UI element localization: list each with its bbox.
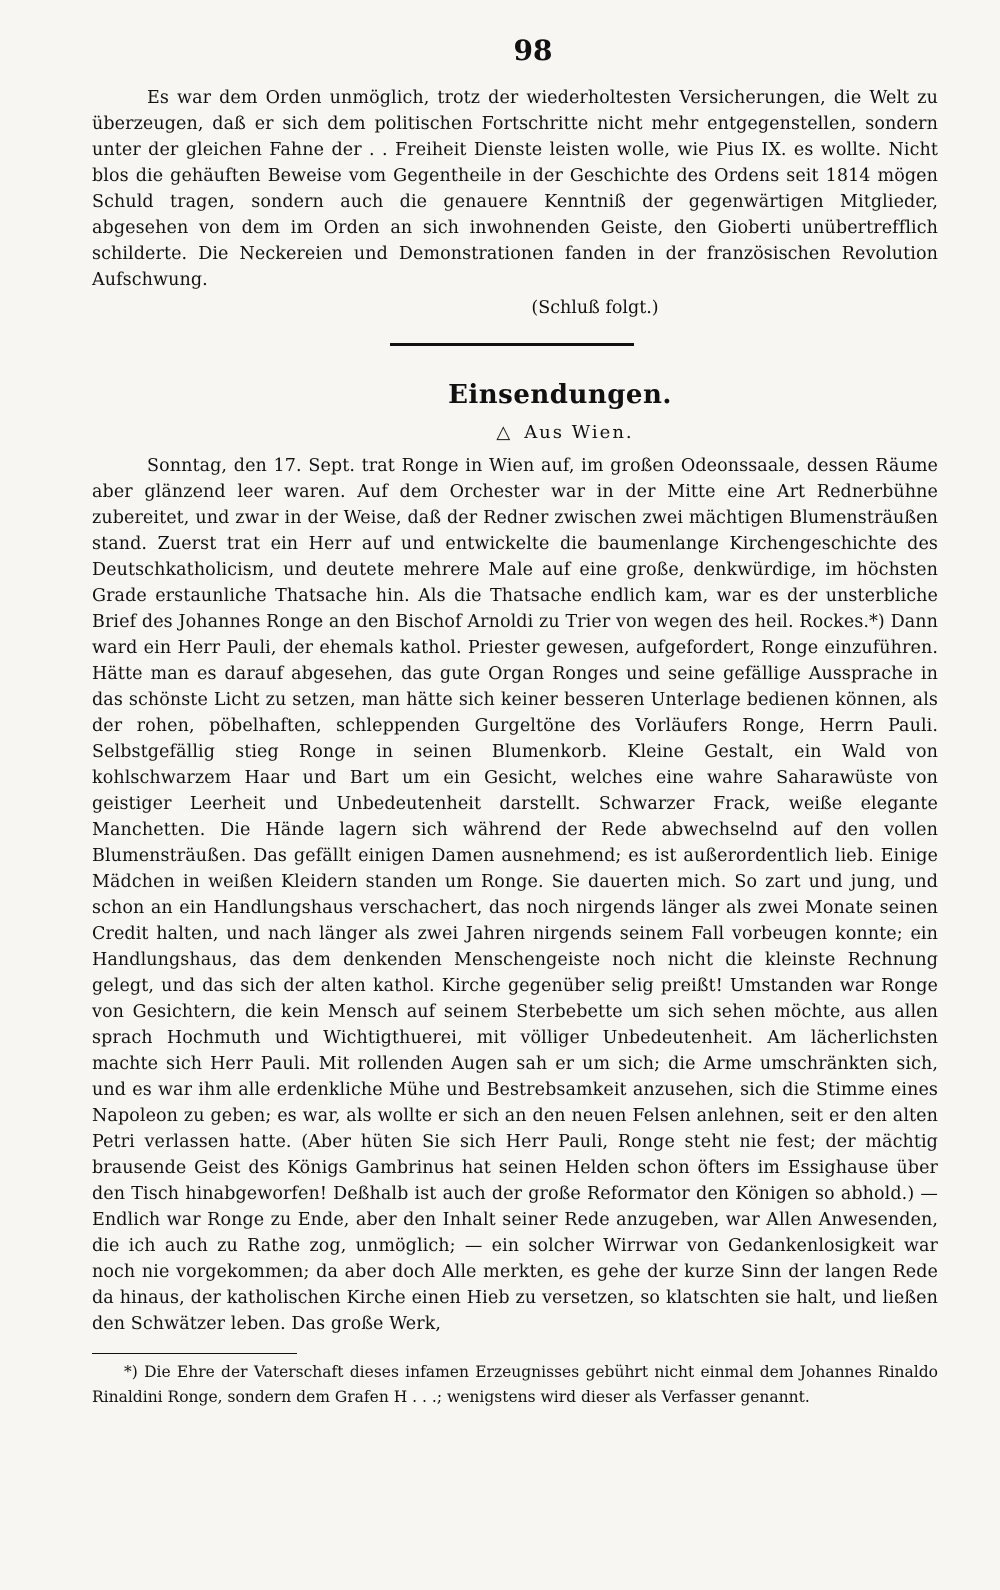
section-subheading <box>92 422 938 443</box>
subheading-text: Aus Wien. <box>524 422 634 443</box>
section-heading: Einsendungen. <box>448 380 672 410</box>
footnote: *) Die Ehre der Vaterschaft dieses infamen Erzeugnisses gebührt nicht einmal dem Johannes Rinaldo Rinaldini Ronge, sondern dem Grafen H . . .; wenigstens wird dieser als Verfasser genannt. <box>92 1363 938 1406</box>
triangle-icon: △ <box>496 422 511 443</box>
footnote-rule <box>92 1353 297 1354</box>
continuation-paragraph: Es war dem Orden unmöglich, trotz der wiederholtesten Versicherungen, die Welt zu überzeugen, daß er sich dem politischen Fortschritte nicht mehr entgegenstellen, sondern unter der gleichen Fahne der . . Freiheit Dienste leisten wolle, wie Pius IX. es wollte. Nicht blos die gehäuften Beweise vom Gegentheile in der Geschichte des Ordens seit 1814 mögen Schuld tragen, sondern auch die genauere Kenntniß der gegenwärtigen Mitglieder, abgesehen von dem im Orden an sich inwohnenden Geiste, den Gioberti unübertrefflich schilderte. Die Neckereien und Demonstrationen fanden in der französischen Revolution Aufschwung. <box>92 88 938 290</box>
article-body: Sonntag, den 17. Sept. trat Ronge in Wien auf, im großen Odeonssaale, dessen Räume aber glänzend leer waren. Auf dem Orchester war in der Mitte eine Art Rednerbühne zubereitet, und zwar in der Weise, daß der Redner zwischen zwei mächtigen Blumensträußen stand. Zuerst trat ein Herr auf und entwickelte die baumenlange Kirchengeschichte des Deutschkatholicism, und deutete mehrere Male auf eine große, denkwürdige, im höchsten Grade erstaunliche Thatsache hin. Als die Thatsache endlich kam, war es der unsterbliche Brief des Johannes Ronge an den Bischof Arnoldi zu Trier von wegen des heil. Rockes.*) Dann ward ein Herr Pauli, der ehemals kathol. Priester gewesen, aufgefordert, Ronge einzuführen. Hätte man es darauf abgesehen, das gute Organ Ronges und seine gefällige Aussprache in das schönste Licht zu setzen, man hätte sich keiner besseren Unterlage bedienen können, als der rohen, pöbelhaften, schleppenden Gurgeltöne des Vorläufers Ronge, Herrn Pauli. Selbstgefällig stieg Ronge in seinen Blumenkorb. Kleine Gestalt, ein Wald von kohlschwarzem Haar und Bart um ein Gesicht, welches eine wahre Saharawüste von geistiger Leerheit und Unbedeutenheit darstellt. Schwarzer Frack, weiße elegante Manchetten. Die Hände lagern sich während der Rede abwechselnd auf den vollen Blumensträußen. Das gefällt einigen Damen ausnehmend; es ist außerordentlich lieb. Einige Mädchen in weißen Kleidern standen um Ronge. Sie dauerten mich. So zart und jung, und schon an ein Handlungshaus verschachert, das noch nirgends länger als zwei Monate seinen Credit halten, und nach länger als zwei Jahren nirgends seinem Fall vorbeugen konnte; ein Handlungshaus, das dem denkenden Menschengeiste noch nicht die kleinste Rechnung gelegt, und das sich der alten kathol. Kirche gegenüber selig preißt! Umstanden war Ronge von Gesichtern, die kein Mensch auf seinem Sterbebette um sich sehen möchte, aus allen sprach Hochmuth und Wichtigthuerei, mit völliger Unbedeutenheit. Am lächerlichsten machte sich Herr Pauli. Mit rollenden Augen sah er um sich; die Arme umschränkten sich, und es war ihm alle erdenkliche Mühe und Bestrebsamkeit anzusehen, sich die Stimme eines Napoleon zu geben; es war, als wollte er sich an den neuen Felsen anlehnen, seit er den alten Petri verlassen hatte. (Aber hüten Sie sich Herr Pauli, Ronge steht nie fest; der mächtig brausende Geist des Königs Gambrinus hat seinen Helden schon öfters im Essighause über den Tisch hinabgeworfen! Deßhalb ist auch der große Reformator den Königen so abhold.) — Endlich war Ronge zu Ende, aber den Inhalt seiner Rede anzugeben, war Allen Anwesenden, die ich auch zu Rathe zog, unmöglich; — ein solcher Wirrwar von Gedankenlosigkeit war noch nie vorgekommen; da aber doch Alle merkten, es gehe der kurze Sinn der langen Rede da hinaus, der katholischen Kirche einen Hieb zu versetzen, so klatschten sie halt, und ließen den Schwätzer leben. Das große Werk, <box>92 456 938 1334</box>
page-number: 98 <box>513 34 553 67</box>
to-be-continued-note: (Schluß folgt.) <box>531 298 659 318</box>
section-divider <box>390 343 634 346</box>
